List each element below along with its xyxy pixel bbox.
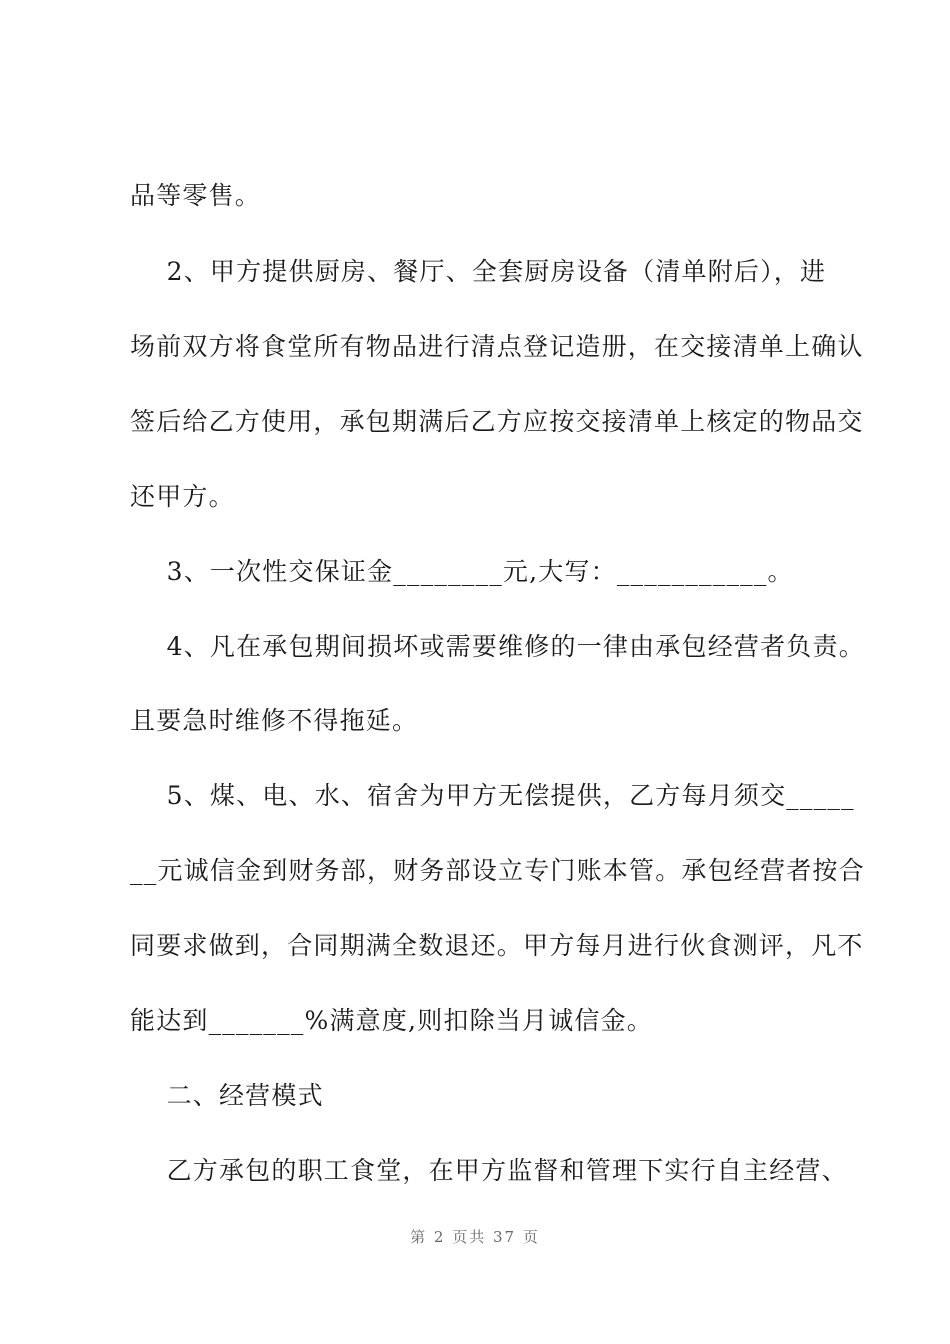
section-heading: 二、经营模式 (130, 1081, 324, 1110)
text-line-7: 4、凡在承包期间损坏或需要维修的一律由承包经营者负责。 (130, 632, 865, 661)
text-line-10: __元诚信金到财务部，财务部设立专门账本管。承包经营者按合 (130, 856, 865, 885)
text-line-5: 还甲方。 (130, 482, 235, 511)
text-line-2: 2、甲方提供厨房、餐厅、全套厨房设备（清单附后），进 (130, 257, 827, 286)
text-line-3: 场前双方将食堂所有物品进行清点登记造册，在交接清单上确认 (130, 332, 864, 361)
text-line-4: 签后给乙方使用，承包期满后乙方应按交接清单上核定的物品交 (130, 407, 864, 436)
text-line-12: 能达到_______%满意度,则扣除当月诚信金。 (130, 1006, 654, 1035)
page-number-footer: 第 2 页共 37 页 (410, 1228, 540, 1246)
text-line-14: 乙方承包的职工食堂，在甲方监督和管理下实行自主经营、 (130, 1156, 848, 1185)
text-line-8: 且要急时维修不得拖延。 (130, 706, 419, 735)
text-line-1: 品等零售。 (130, 181, 262, 210)
text-line-11: 同要求做到，合同期满全数退还。甲方每月进行伙食测评，凡不 (130, 931, 864, 960)
text-line-9: 5、煤、电、水、宿舍为甲方无偿提供，乙方每月须交_____ (130, 781, 855, 810)
text-line-6: 3、一次性交保证金________元,大写：___________。 (130, 557, 794, 586)
